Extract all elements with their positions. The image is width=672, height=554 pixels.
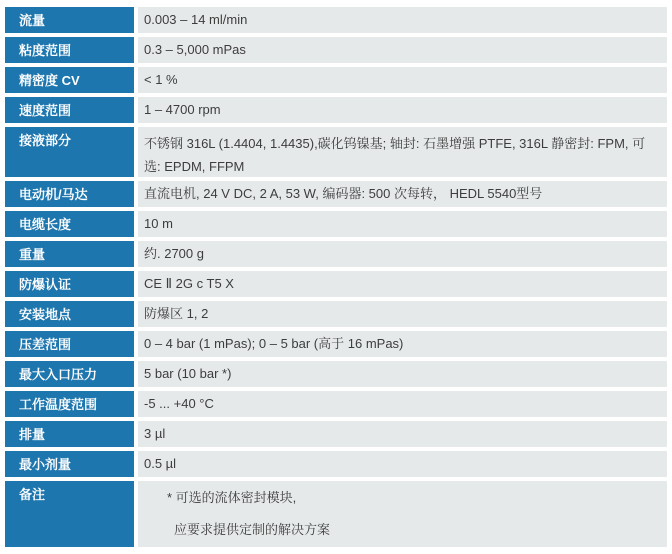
spec-value: 0.003 – 14 ml/min bbox=[138, 7, 667, 33]
remark-line-2: 应要求提供定制的解决方案 bbox=[174, 522, 331, 537]
spec-label: 电动机/马达 bbox=[5, 181, 134, 207]
spec-value: 防爆区 1, 2 bbox=[138, 301, 667, 327]
spec-label: 粘度范围 bbox=[5, 37, 134, 63]
spec-label: 排量 bbox=[5, 421, 134, 447]
spec-row-min-dosage bbox=[5, 451, 667, 477]
spec-label: 安装地点 bbox=[5, 301, 134, 327]
spec-label: 精密度 CV bbox=[5, 67, 134, 93]
spec-label: 最大入口压力 bbox=[5, 361, 134, 387]
spec-value: CE Ⅱ 2G c T5 X bbox=[138, 271, 667, 297]
spec-label: 备注 bbox=[5, 481, 134, 547]
spec-value: 3 µl bbox=[138, 421, 667, 447]
remark-line-1: * 可选的流体密封模块, bbox=[167, 490, 297, 505]
spec-value: 0.5 µl bbox=[138, 451, 667, 477]
spec-row-wetted-parts bbox=[5, 127, 667, 177]
spec-row-cable-length bbox=[5, 211, 667, 237]
spec-row-ex-certification bbox=[5, 271, 667, 297]
spec-row-motor bbox=[5, 181, 667, 207]
spec-row-max-inlet-pressure bbox=[5, 361, 667, 387]
spec-label: 防爆认证 bbox=[5, 271, 134, 297]
spec-row-displacement bbox=[5, 421, 667, 447]
spec-label: 最小剂量 bbox=[5, 451, 134, 477]
spec-value: < 1 % bbox=[138, 67, 667, 93]
spec-label: 流量 bbox=[5, 7, 134, 33]
spec-value: 10 m bbox=[138, 211, 667, 237]
spec-row-speed-range bbox=[5, 97, 667, 123]
spec-label: 工作温度范围 bbox=[5, 391, 134, 417]
spec-value: -5 ... +40 °C bbox=[138, 391, 667, 417]
spec-row-weight bbox=[5, 241, 667, 267]
spec-value: 0 – 4 bar (1 mPas); 0 – 5 bar (高于 16 mPas) bbox=[138, 331, 667, 357]
spec-row-installation-site bbox=[5, 301, 667, 327]
spec-value: 0.3 – 5,000 mPas bbox=[138, 37, 667, 63]
spec-value bbox=[138, 481, 667, 547]
spec-value: 约. 2700 g bbox=[138, 241, 667, 267]
spec-label: 接液部分 bbox=[5, 127, 134, 177]
spec-row-remarks bbox=[5, 481, 667, 547]
spec-value: 不锈钢 316L (1.4404, 1.4435),碳化钨镍基; 轴封: 石墨增强 PTFE, 316L 静密封: FPM, 可选: EPDM, FFPM bbox=[138, 127, 667, 177]
spec-row-precision-cv bbox=[5, 67, 667, 93]
spec-row-flow-rate bbox=[5, 7, 667, 33]
spec-value: 1 – 4700 rpm bbox=[138, 97, 667, 123]
spec-row-viscosity-range bbox=[5, 37, 667, 63]
spec-label: 压差范围 bbox=[5, 331, 134, 357]
spec-value: 5 bar (10 bar *) bbox=[138, 361, 667, 387]
spec-row-differential-pressure bbox=[5, 331, 667, 357]
spec-label: 电缆长度 bbox=[5, 211, 134, 237]
spec-label: 速度范围 bbox=[5, 97, 134, 123]
spec-row-operating-temperature bbox=[5, 391, 667, 417]
spec-value: 直流电机, 24 V DC, 2 A, 53 W, 编码器: 500 次每转， HEDL 5540型号 bbox=[138, 181, 667, 207]
spec-label: 重量 bbox=[5, 241, 134, 267]
